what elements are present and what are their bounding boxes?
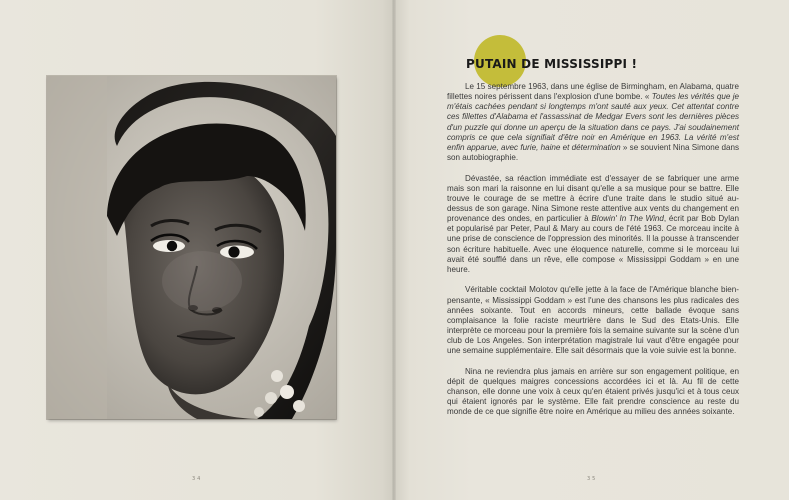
paragraph xyxy=(447,367,739,418)
italic-run: Blowin' In The Wind xyxy=(591,214,664,224)
text-run: » se souvient Nina Simone dans son autobiographie. xyxy=(447,142,740,163)
page-number-right: 35 xyxy=(587,476,598,482)
left-page xyxy=(0,0,394,500)
paragraph xyxy=(447,285,739,356)
page-number-left: 34 xyxy=(192,476,203,482)
italic-run: Toutes les vérités que je m'étais cachées pendant si longtemps m'ont sauté aux yeux. Cet attentat contre ces fillettes d'Alabama et l'assassinat de Medgar Evers sont les dernières pièces d'un puzzle qui donne un aperçu de la situation dans ce pays. J'ai soudainement compris ce que cela signifiait d'être noir en Amérique en 1963. La vérité m'est enfin apparue, avec furie, haine et détermination xyxy=(447,92,739,152)
text-run: Le 15 septembre 1963, dans une église de Birmingham, en Alabama, quatre fillettes noires périssent dans l'explosion d'une bombe. « xyxy=(447,82,739,102)
article-body xyxy=(447,82,739,428)
book-gutter xyxy=(392,0,396,500)
chapter-title: PUTAIN DE MISSISSIPPI ! xyxy=(466,57,638,71)
paragraph xyxy=(447,82,739,163)
portrait-photo xyxy=(47,76,336,419)
paragraph xyxy=(447,174,739,276)
text-run: Véritable cocktail Molotov qu'elle jette à la face de l'Amérique blanche bien-pensante, « Mississippi Goddam » est l'une des chansons les plus radicales des années soixante. Tout en accords mineurs, cette ballade évoque sans complaisance la folie raciste meurtrière dans le Sud des Etats-Unis. Elle interprète ce morceau pour la première fois la semaine suivante sur la scène d'un club de Los Angeles. Son interprétation magistrale lui vaut d'être engagée pour une semaine supplémentaire. Elle sait désormais que la voie suivie est la bonne. xyxy=(447,285,739,356)
text-run: Dévastée, sa réaction immédiate est d'essayer de se fabriquer une arme mais son mari la raisonne en lui disant qu'elle a sa musique pour se battre. Elle trouve le courage de se mettre à écrire d'une traite dans le studio situé au-dessus de son garage. Nina Simone reste attentive aux vents du changement en provenance des ondes, en particulier à xyxy=(447,173,739,224)
text-run: , écrit par Bob Dylan et popularisé par Peter, Paul & Mary au cours de l'été 1963. Ce morceau incite à une prise de conscience de l'oppression des minorités. Il la pousse à transcender son écriture habituelle. Avec une éloquence naturelle, comme si le morceau lui avait été soufflé dans un rêve, elle compose « Mississippi Goddam » en une heure. xyxy=(447,214,740,274)
text-run: Nina ne reviendra plus jamais en arrière sur son engagement politique, en dépit de quelques maigres concessions accordées ici et là. Au fil de cette chanson, elle donne une voix à ceux qu'en étaient privés jusqu'ici et à tous ceux qui étaient ignorés par le système. Elle fait prendre conscience au reste du monde de ce que signifie être noire en Amérique au milieu des années soixante. xyxy=(447,366,739,417)
